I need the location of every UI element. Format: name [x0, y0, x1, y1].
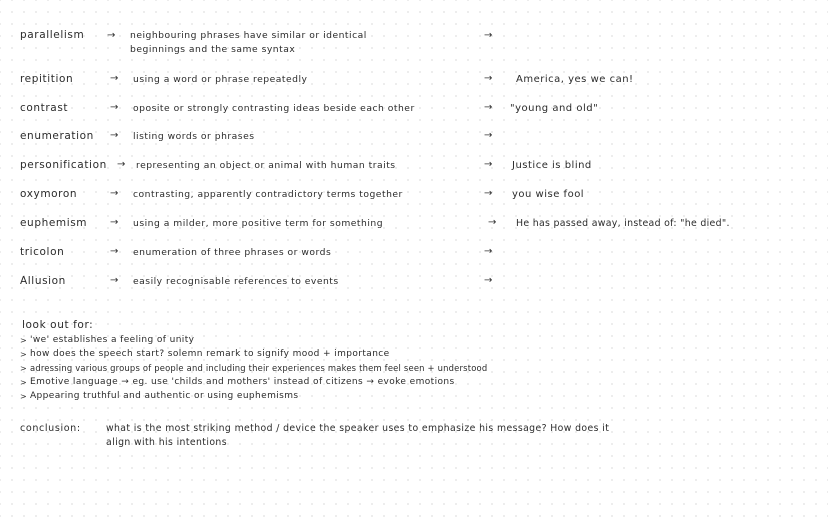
arrow-icon: → [110, 73, 119, 84]
definition-euphemism: using a milder, more positive term for something [133, 218, 384, 229]
example-personification: Justice is blind [512, 160, 592, 171]
term-personification: personification [20, 159, 107, 171]
term-tricolon: tricolon [20, 246, 65, 258]
example-contrast: "young and old" [510, 103, 599, 114]
definition-repitition: using a word or phrase repeatedly [133, 74, 308, 85]
arrow-icon: → [484, 188, 493, 199]
arrow-icon: → [110, 102, 119, 113]
arrow-icon: → [484, 73, 493, 84]
term-parallelism: parallelism [20, 29, 85, 41]
lookout-item: Appearing truthful and authentic or using euphemisms [30, 391, 299, 401]
definition-contrast: oposite or strongly contrasting ideas beside each other [133, 103, 415, 114]
bullet-arrow-icon: > [20, 378, 27, 387]
example-oxymoron: you wise fool [512, 189, 585, 200]
definition-allusion: easily recognisable references to events [133, 276, 339, 287]
arrow-icon: → [110, 188, 119, 199]
conclusion-question-line1: what is the most striking method / device the speaker uses to emphasize his message? How does it [106, 423, 610, 434]
lookout-item: Emotive language → eg. use 'childs and mothers' instead of citizens → evoke emotions [30, 377, 455, 387]
term-euphemism: euphemism [20, 217, 88, 229]
definition-personification: representing an object or animal with human traits [136, 160, 396, 171]
arrow-icon: → [110, 246, 119, 257]
term-oxymoron: oxymoron [20, 188, 78, 200]
lookout-item: 'we' establishes a feeling of unity [30, 335, 195, 345]
definition-oxymoron: contrasting, apparently contradictory terms together [133, 189, 403, 200]
arrow-icon: → [110, 275, 119, 286]
conclusion-question-line2: align with his intentions [106, 437, 227, 448]
definition-enumeration: listing words or phrases [133, 131, 255, 142]
conclusion-label: conclusion: [20, 423, 81, 434]
arrow-icon: → [488, 217, 497, 228]
arrow-icon: → [484, 30, 493, 41]
arrow-icon: → [110, 130, 119, 141]
example-euphemism: He has passed away, instead of: "he died". [516, 218, 730, 229]
definition-parallelism-line2: beginnings and the same syntax [130, 44, 296, 55]
definition-tricolon: enumeration of three phrases or words [133, 247, 332, 258]
arrow-icon: → [107, 30, 116, 41]
term-allusion: Allusion [20, 275, 66, 287]
arrow-icon: → [117, 159, 126, 170]
bullet-arrow-icon: > [20, 350, 27, 359]
arrow-icon: → [484, 159, 493, 170]
term-contrast: contrast [20, 102, 69, 114]
definition-parallelism-line1: neighbouring phrases have similar or identical [130, 30, 367, 41]
bullet-arrow-icon: > [20, 364, 27, 373]
arrow-icon: → [484, 275, 493, 286]
arrow-icon: → [484, 246, 493, 257]
arrow-icon: → [484, 130, 493, 141]
arrow-icon: → [110, 217, 119, 228]
bullet-arrow-icon: > [20, 336, 27, 345]
bullet-arrow-icon: > [20, 392, 27, 401]
arrow-icon: → [484, 102, 493, 113]
lookout-heading: look out for: [22, 319, 94, 331]
lookout-item: how does the speech start? solemn remark to signify mood + importance [30, 349, 390, 359]
lookout-item: adressing various groups of people and including their experiences makes them feel seen + understood [30, 363, 488, 373]
term-repitition: repitition [20, 73, 74, 85]
term-enumeration: enumeration [20, 130, 94, 142]
example-repitition: America, yes we can! [516, 74, 634, 85]
